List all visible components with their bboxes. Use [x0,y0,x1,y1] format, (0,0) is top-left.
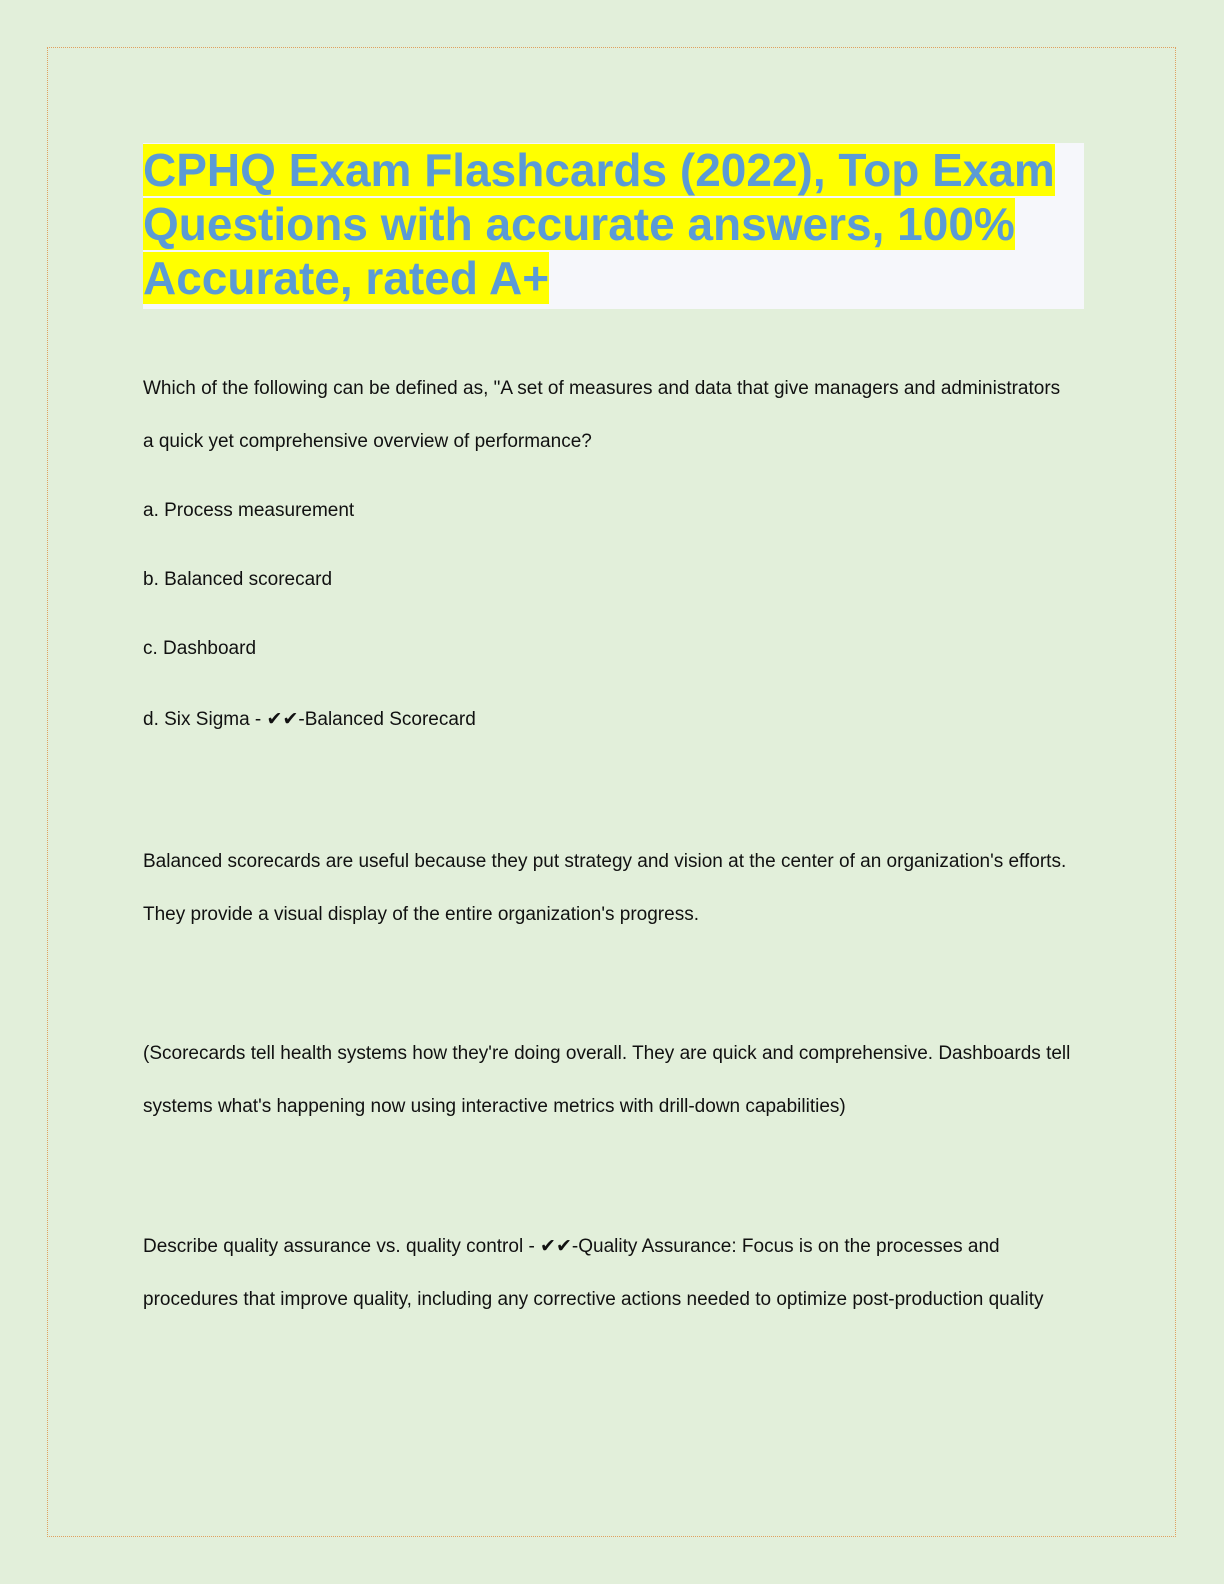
option-a: a. Process measurement [143,500,355,521]
explanation-2: (Scorecards tell health systems how they're doing overall. They are quick and comprehensive. Dashboards tell systems what's happening now using interactive metrics with drill-down capabilities) [143,1043,1071,1117]
question-1-text: Which of the following can be defined as, "A set of measures and data that give managers and administrators a quick yet comprehensive overview of performance? [143,378,1061,452]
document-title [143,143,1073,305]
option-d-with-answer: d. Six Sigma - ✔✔-Balanced Scorecard [143,709,476,730]
option-c: c. Dashboard [143,638,257,659]
question-2-text: Describe quality assurance vs. quality control - ✔✔-Quality Assurance: Focus is on the processes and procedures that improve quality, including any corrective actions needed to optimize post-production quality [143,1236,1044,1310]
explanation-1: Balanced scorecards are useful because they put strategy and vision at the center of an organization's efforts. They provide a visual display of the entire organization's progress. [143,851,1067,925]
option-b: b. Balanced scorecard [143,569,333,590]
title-highlight: CPHQ Exam Flashcards (2022), Top Exam Questions with accurate answers, 100% Accurate, rated A+ [143,144,1055,304]
